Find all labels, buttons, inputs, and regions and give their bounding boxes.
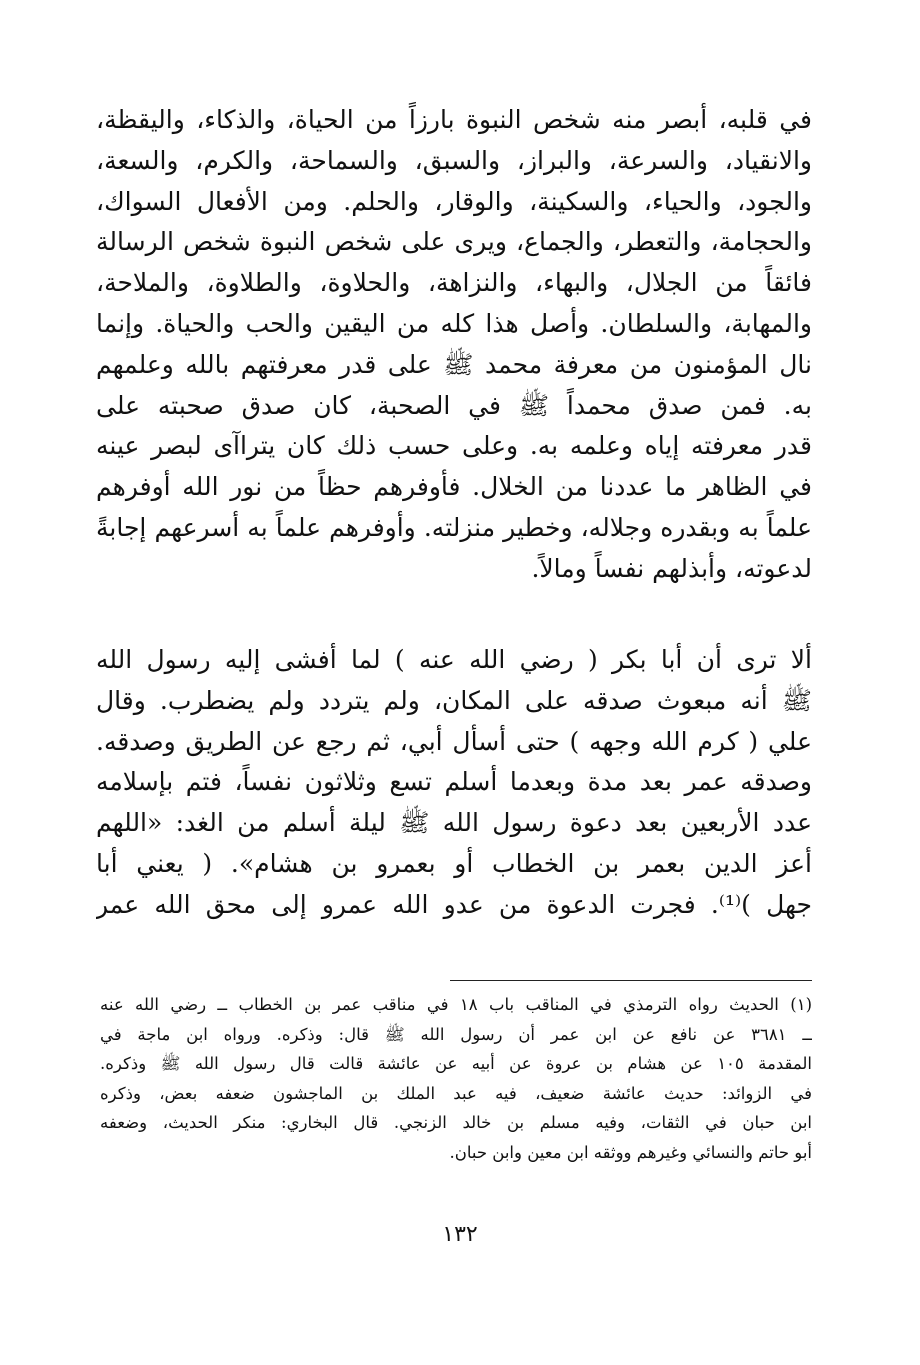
text-line: والحجامة، والتعطر، والجماع، ويرى على شخص النبوة شخص الرسالة <box>96 227 812 257</box>
text-line: جهل )⁽¹⁾. فجرت الدعوة من عدو الله عمرو إلى محق الله عمر <box>96 889 812 919</box>
footnote-line: المقدمة ١٠٥ عن هشام بن عروة عن أبيه عن عائشة قالت قال رسول الله ﷺ وذكره. <box>100 1054 812 1074</box>
text-line: نال المؤمنون من معرفة محمد ﷺ على قدر معرفتهم بالله وعلمهم <box>96 349 812 379</box>
text-line: علماً به وبقدره وجلاله، وخطير منزلته. وأوفرهم علماً به أسرعهم إجابةً <box>96 512 812 542</box>
footnote-line: ابن حبان في الثقات، وفيه مسلم بن خالد الزنجي. قال البخاري: منكر الحديث، وضعفه <box>100 1113 812 1133</box>
text-line: ﷺ أنه مبعوث صدقه على المكان، ولم يتردد ولم يضطرب. وقال <box>96 685 812 715</box>
text-line: والمهابة، والسلطان. وأصل هذا كله من اليقين والحب والحياة. وإنما <box>96 308 812 338</box>
footnotes <box>100 990 812 1168</box>
footnote-separator <box>450 980 812 981</box>
page-number: ١٣٢ <box>442 1222 478 1247</box>
text-line: قدر معرفته إياه وعلمه به. وعلى حسب ذلك كان يتراآى لبصر عينه <box>96 431 812 461</box>
text-line: وصدقه عمر بعد مدة وبعدما أسلم تسع وثلاثون نفساً، فتم بإسلامه <box>96 767 812 797</box>
text-line: علي ( كرم الله وجهه ) حتى أسأل أبي، ثم رجع عن الطريق وصدقه. <box>96 726 812 756</box>
text-line: والانقياد، والسرعة، والبراز، والسبق، والسماحة، والكرم، والسعة، <box>96 145 812 175</box>
text-line: ألا ترى أن أبا بكر ( رضي الله عنه ) لما أفشى إليه رسول الله <box>96 645 812 674</box>
footnote-line: ــ ٣٦٨١ عن نافع عن ابن عمر أن رسول الله ﷺ قال: وذكره. ورواه ابن ماجة في <box>100 1024 812 1044</box>
text-line: أعز الدين بعمر بن الخطاب أو بعمرو بن هشام». ( يعني أبا <box>96 848 812 878</box>
footnote-line: في الزوائد: حديث عائشة ضعيف، فيه عبد الملك بن الماجشون ضعفه بعض، وذكره <box>100 1083 812 1103</box>
body-paragraph-1 <box>96 100 812 590</box>
text-line: فائقاً من الجلال، والبهاء، والنزاهة، والحلاوة، والطلاوة، والملاحة، <box>96 268 812 298</box>
text-line: في قلبه، أبصر منه شخص النبوة بارزاً من الحياة، والذكاء، واليقظة، <box>96 105 812 134</box>
footnote-line: (١) الحديث رواه الترمذي في المناقب باب ١٨ في مناقب عمر بن الخطاب ــ رضي الله عنه <box>100 995 812 1014</box>
footnote-line: أبو حاتم والنسائي وغيرهم ووثقه ابن معين وابن حبان. <box>449 1142 812 1162</box>
body-paragraph-2 <box>96 640 812 926</box>
text-line: في الظاهر ما عددنا من الخلال. فأوفرهم حظاً من نور الله أوفرهم <box>96 472 812 502</box>
text-line: لدعوته، وأبذلهم نفساً ومالاً. <box>531 553 812 583</box>
text-line: به. فمن صدق محمداً ﷺ في الصحبة، كان صدق صحبته على <box>96 390 812 420</box>
text-line: عدد الأربعين بعد دعوة رسول الله ﷺ ليلة أسلم من الغد: «اللهم <box>96 808 812 838</box>
text-line: والجود، والحياء، والسكينة، والوقار، والحلم. ومن الأفعال السواك، <box>96 186 812 216</box>
